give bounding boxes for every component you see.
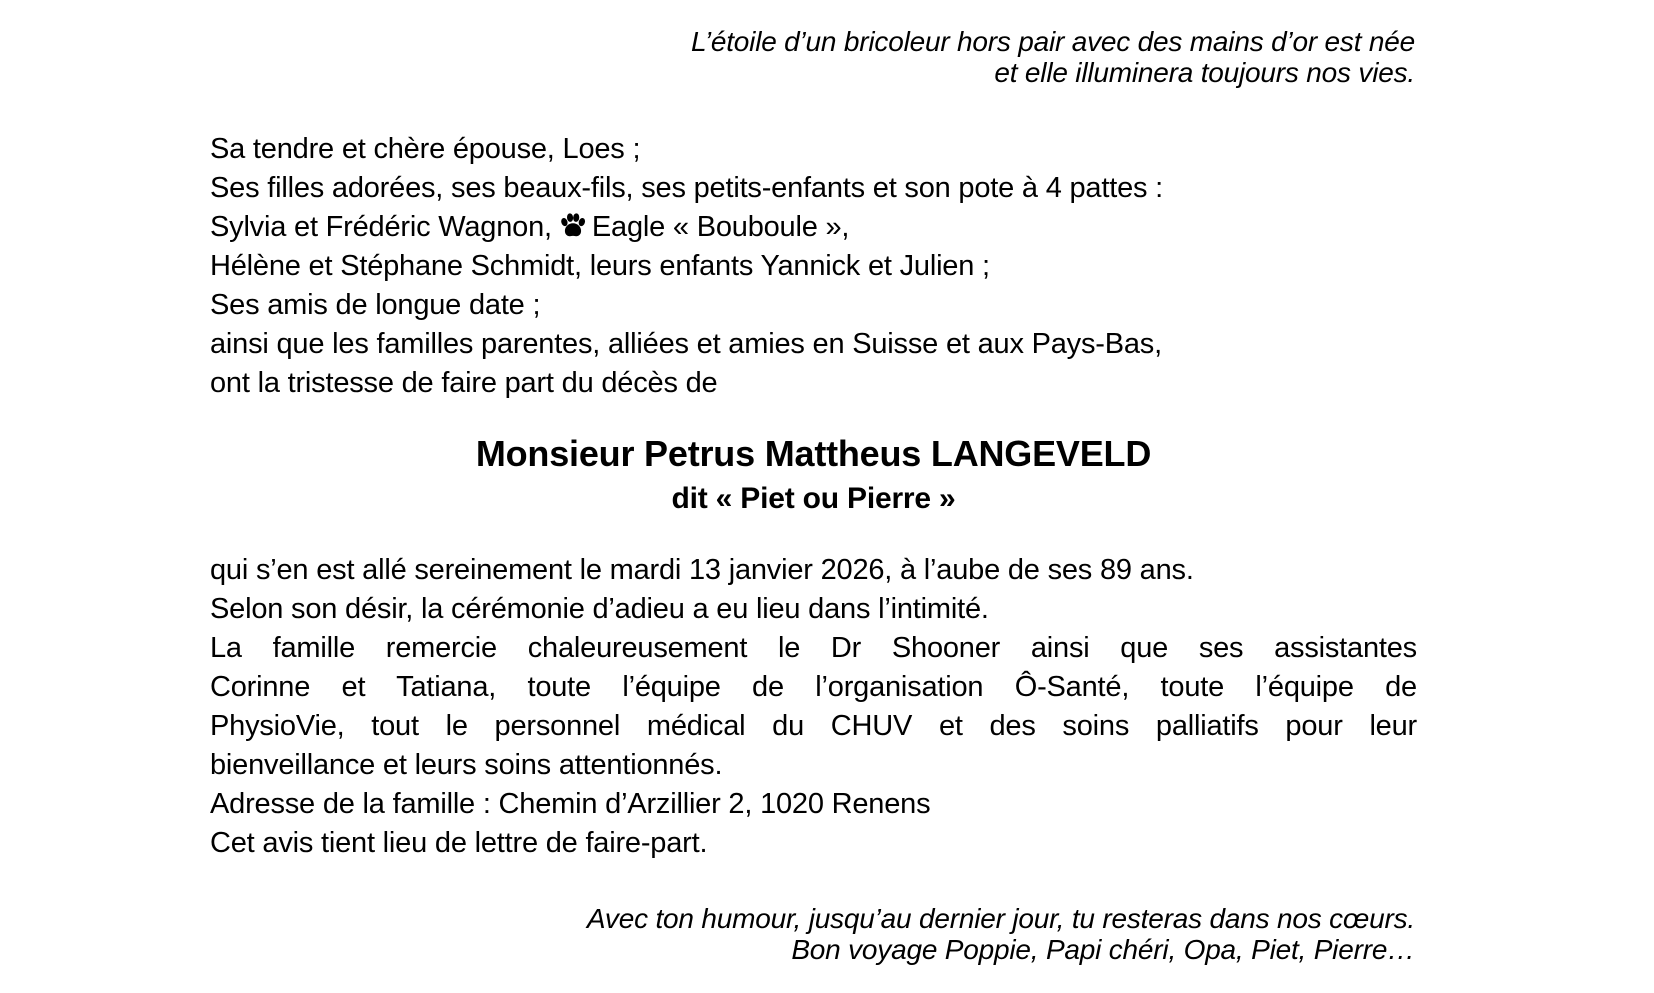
intro-sylvia-text-before: Sylvia et Frédéric Wagnon, — [210, 211, 552, 243]
intro-spouse-line: Sa tendre et chère épouse, Loes ; — [210, 133, 641, 165]
deceased-nickname: dit « Piet ou Pierre » — [671, 482, 956, 515]
notice-line: Cet avis tient lieu de lettre de faire-part. — [210, 827, 708, 859]
ceremony-line: Selon son désir, la cérémonie d’adieu a eu lieu dans l’intimité. — [210, 593, 989, 625]
thanks-line-1: La famille remercie chaleureusement le Dr Shooner ainsi que ses assistantes — [210, 632, 1417, 664]
intro-sylvia-line — [210, 208, 1417, 247]
family-address-line: Adresse de la famille : Chemin d’Arzillier 2, 1020 Renens — [210, 788, 931, 820]
intro-sylvia-text-after: Eagle « Bouboule », — [591, 211, 850, 243]
epigraph-bottom-line-2: Bon voyage Poppie, Papi chéri, Opa, Piet, Pierre… — [791, 934, 1415, 965]
epigraph-bottom — [587, 903, 1415, 965]
thanks-line-3: PhysioVie, tout le personnel médical du CHUV et des soins palliatifs pour leur — [210, 710, 1417, 742]
thanks-line-4: bienveillance et leurs soins attentionnés. — [210, 749, 723, 781]
paw-icon — [558, 211, 588, 238]
intro-sadness-line: ont la tristesse de faire part du décès de — [210, 367, 718, 399]
deceased-heading — [210, 430, 1417, 520]
intro-children-line: Ses filles adorées, ses beaux-fils, ses petits-enfants et son pote à 4 pattes : — [210, 172, 1164, 204]
thanks-line-2: Corinne et Tatiana, toute l’équipe de l’organisation Ô-Santé, toute l’équipe de — [210, 671, 1417, 703]
epigraph-bottom-line-1: Avec ton humour, jusqu’au dernier jour, tu resteras dans nos cœurs. — [586, 903, 1415, 934]
epigraph-top — [691, 26, 1415, 88]
epigraph-top-line-2: et elle illuminera toujours nos vies. — [994, 57, 1415, 88]
intro-families-line: ainsi que les familles parentes, alliées et amies en Suisse et aux Pays-Bas, — [210, 328, 1162, 360]
epigraph-top-line-1: L’étoile d’un bricoleur hors pair avec des mains d’or est née — [691, 26, 1415, 57]
family-intro — [210, 130, 1417, 403]
death-date-line: qui s’en est allé sereinement le mardi 13 janvier 2026, à l’aube de ses 89 ans. — [210, 554, 1194, 586]
announcement-block — [210, 551, 1417, 863]
deceased-name: Monsieur Petrus Mattheus LANGEVELD — [475, 433, 1152, 474]
intro-friends-line: Ses amis de longue date ; — [210, 289, 541, 321]
intro-helene-line: Hélène et Stéphane Schmidt, leurs enfants Yannick et Julien ; — [210, 250, 990, 282]
